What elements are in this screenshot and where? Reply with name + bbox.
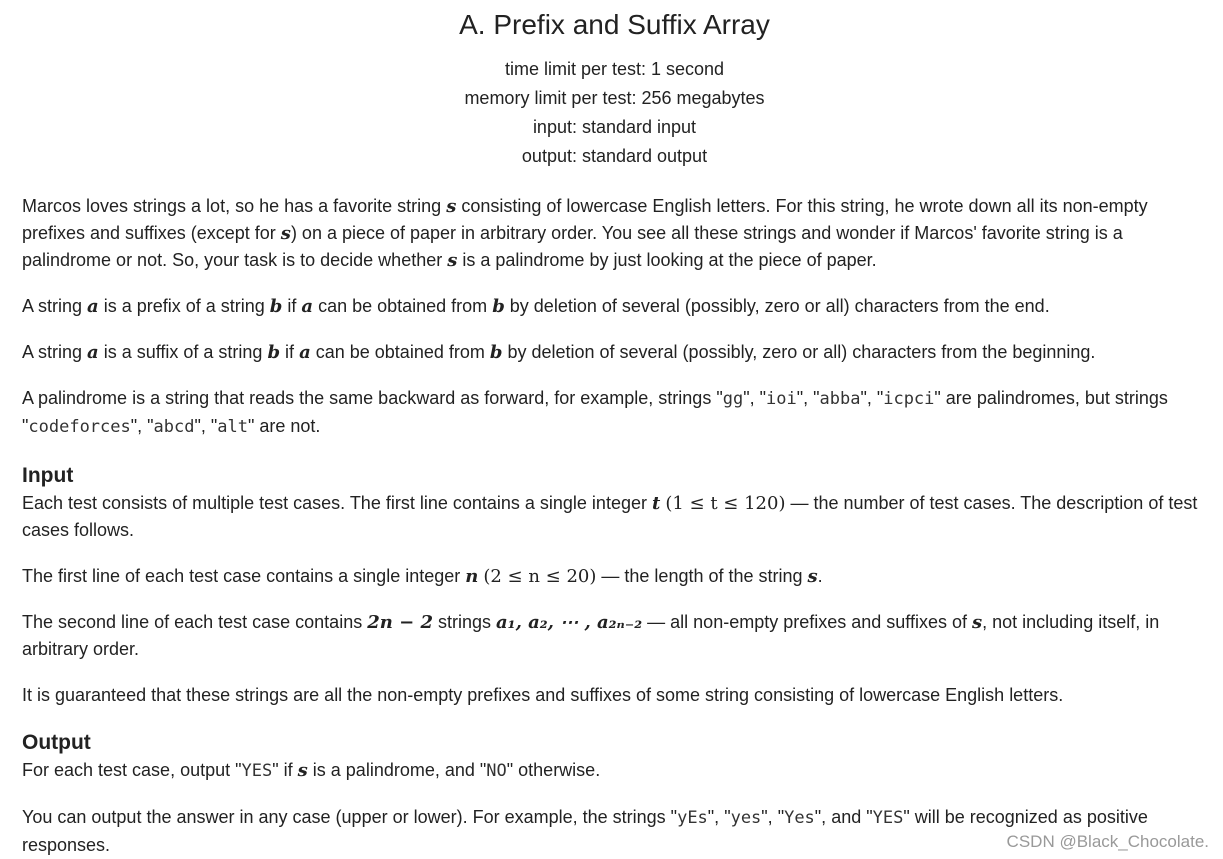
input-heading: Input [22, 464, 74, 487]
output-heading: Output [22, 731, 91, 754]
input-paragraph-1: Each test consists of multiple test cases. The first line contains a single integer t (1 ≤ t ≤ 120) — the number of test cases. The description of test cases follows. [22, 493, 1198, 540]
statement-paragraph-suffix: A string a is a suffix of a string b if a can be obtained from b by deletion of several (possibly, zero or all) characters from the beginning. [22, 342, 1096, 363]
statement-paragraph-1: Marcos loves strings a lot, so he has a favorite string s consisting of lowercase English letters. For this string, he wrote down all its non-empty prefixes and suffixes (except for s) on a piece of paper in arbitrary order. You see all these strings and wonder if Marcos' favorite string is a palindrome or not. So, your task is to decide whether s is a palindrome by just looking at the piece of paper. [22, 196, 1148, 271]
problem-page [22, 0, 1207, 859]
limits-block [22, 55, 1207, 171]
time-limit: time limit per test: 1 second [504, 59, 725, 79]
input-paragraph-4: It is guaranteed that these strings are all the non-empty prefixes and suffixes of some string consisting of lowercase English letters. [22, 685, 1064, 705]
problem-title: A. Prefix and Suffix Array [459, 9, 770, 40]
output-paragraph-1: For each test case, output "YES" if s is a palindrome, and "NO" otherwise. [22, 760, 601, 781]
csdn-watermark: CSDN @Black_Chocolate. [1006, 832, 1209, 851]
memory-limit: memory limit per test: 256 megabytes [464, 88, 765, 108]
input-paragraph-3: The second line of each test case contains 2n − 2 strings a₁, a₂, ⋯ , a₂ₙ₋₂ — all non-empty prefixes and suffixes of s, not including itself, in arbitrary order. [22, 612, 1160, 659]
statement-paragraph-palindrome: A palindrome is a string that reads the same backward as forward, for example, strings "gg", "ioi", "abba", "icpci" are palindromes, but strings "codeforces", "abcd", "alt" are not. [22, 388, 1168, 437]
output-paragraph-2: You can output the answer in any case (upper or lower). For example, the strings "yEs", "yes", "Yes", and "YES" will be recognized as positive responses. [22, 807, 1148, 855]
input-type: input: standard input [532, 117, 697, 137]
input-paragraph-2: The first line of each test case contains a single integer n (2 ≤ n ≤ 20) — the length of the string s. [22, 566, 823, 587]
statement-paragraph-prefix: A string a is a prefix of a string b if a can be obtained from b by deletion of several (possibly, zero or all) characters from the end. [22, 296, 1050, 317]
output-type: output: standard output [521, 146, 708, 166]
